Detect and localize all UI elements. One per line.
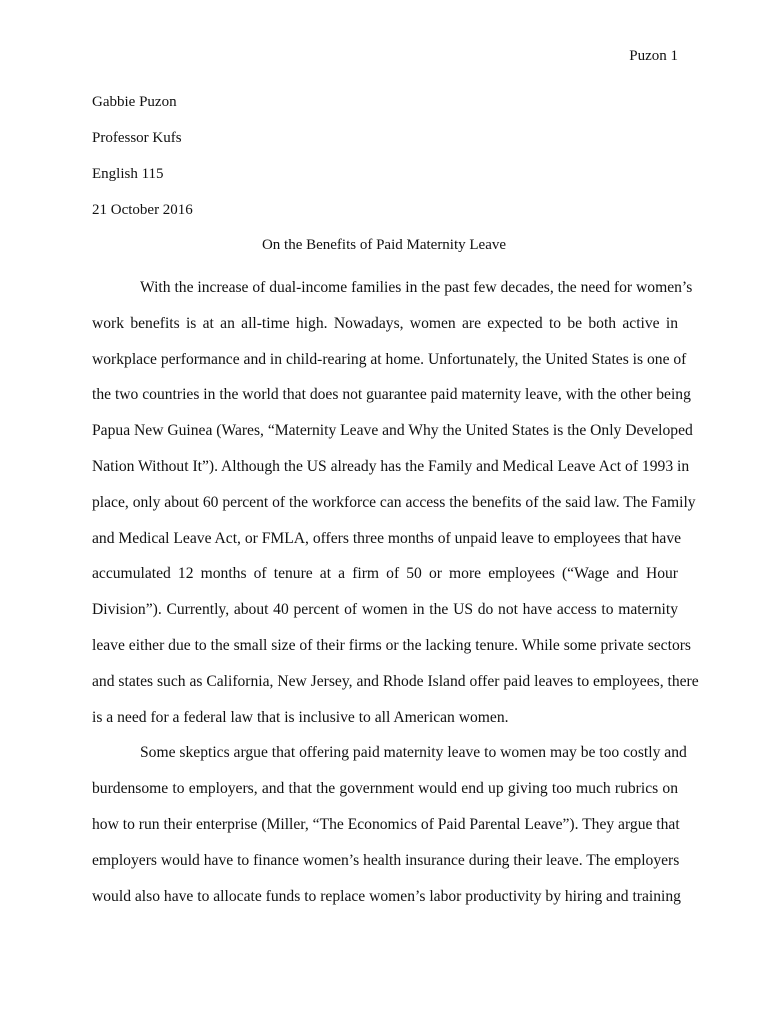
course-name: English 115	[92, 166, 164, 182]
author-name: Gabbie Puzon	[92, 94, 177, 110]
running-head: Puzon 1	[629, 48, 678, 64]
paragraph-2	[92, 735, 687, 914]
paragraph-1	[92, 270, 699, 735]
paragraph-line: place, only about 60 percent of the workforce can access the benefits of the said law. The Family	[92, 493, 696, 511]
paragraph-line: Nation Without It”). Although the US already has the Family and Medical Leave Act of 1993 in	[92, 457, 690, 475]
paragraph-line: Some skeptics argue that offering paid maternity leave to women may be too costly and	[140, 744, 687, 762]
essay-body	[92, 270, 699, 914]
mla-heading	[92, 92, 193, 236]
paragraph-line: is a need for a federal law that is inclusive to all American women.	[92, 708, 509, 726]
paragraph-line: With the increase of dual-income families in the past few decades, the need for women’s	[140, 279, 693, 296]
paragraph-line: accumulated 12 months of tenure at a firm of 50 or more employees (“Wage and Hour	[92, 565, 678, 583]
paragraph-line: how to run their enterprise (Miller, “The Economics of Paid Parental Leave”). They argue that	[92, 815, 680, 833]
paragraph-line: would also have to allocate funds to replace women’s labor productivity by hiring and training	[92, 887, 681, 905]
instructor-name: Professor Kufs	[92, 130, 182, 146]
paragraph-line: and states such as California, New Jersey, and Rhode Island offer paid leaves to employees, there	[92, 672, 699, 690]
paragraph-line: Division”). Currently, about 40 percent of women in the US do not have access to maternity	[92, 601, 678, 619]
essay-title: On the Benefits of Paid Maternity Leave	[261, 237, 507, 253]
paragraph-line: and Medical Leave Act, or FMLA, offers three months of unpaid leave to employees that have	[92, 529, 682, 547]
paragraph-line: work benefits is at an all-time high. Nowadays, women are expected to be both active in	[92, 314, 678, 332]
paragraph-line: Papua New Guinea (Wares, “Maternity Leave and Why the United States is the Only Developed	[92, 422, 693, 440]
submission-date: 21 October 2016	[92, 202, 193, 218]
paragraph-line: workplace performance and in child-rearing at home. Unfortunately, the United States is one of	[92, 350, 687, 368]
paragraph-line: the two countries in the world that does not guarantee paid maternity leave, with the other being	[92, 386, 691, 404]
paragraph-line: leave either due to the small size of their firms or the lacking tenure. While some private sectors	[92, 636, 691, 654]
paragraph-line: employers would have to finance women’s health insurance during their leave. The employers	[92, 851, 680, 869]
paragraph-line: burdensome to employers, and that the government would end up giving too much rubrics on	[92, 780, 678, 798]
